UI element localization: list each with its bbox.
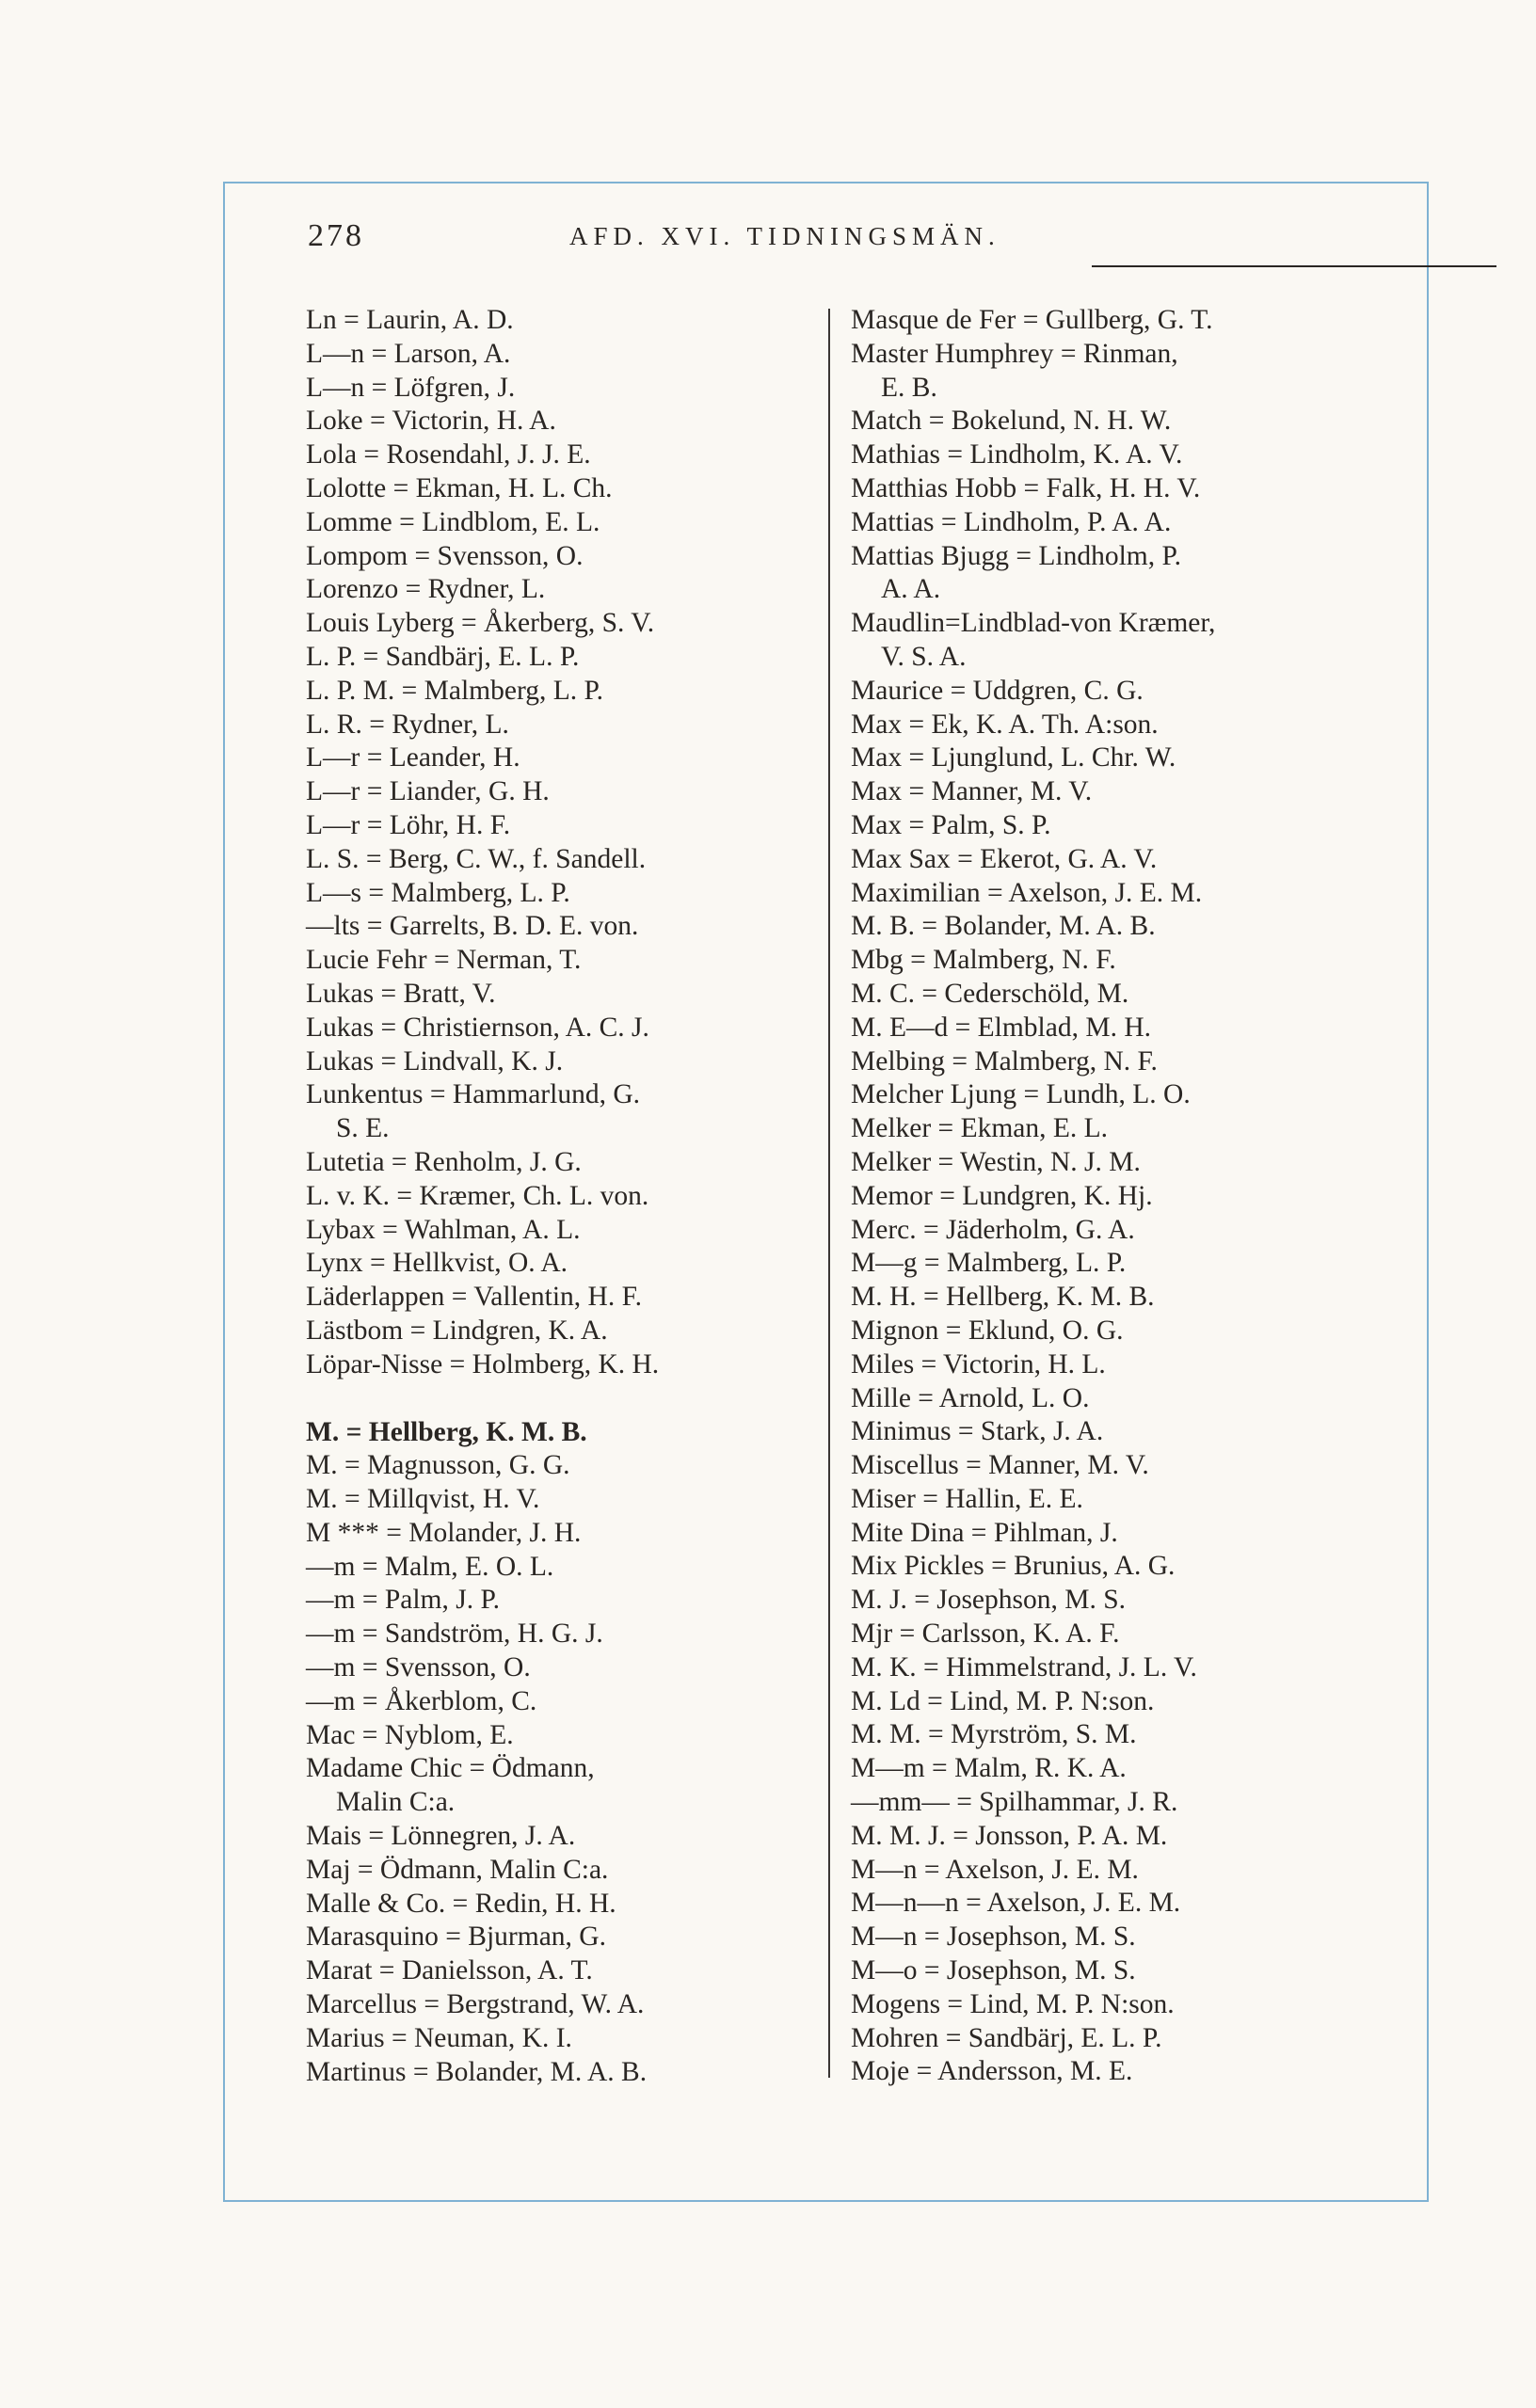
- entry: —m = Åkerblom, C.: [306, 1685, 537, 1716]
- entry: Malle & Co. = Redin, H. H.: [306, 1888, 616, 1919]
- entry: Lästbom = Lindgren, K. A.: [306, 1315, 608, 1346]
- entry: Max = Palm, S. P.: [851, 809, 1051, 840]
- entry: Lolotte = Ekman, H. L. Ch.: [306, 472, 613, 503]
- entry: Moje = Andersson, M. E.: [851, 2056, 1133, 2087]
- entry: Lunkentus = Hammarlund, G.: [306, 1079, 641, 1110]
- entry: Maudlin=Lindblad-von Kræmer,: [851, 608, 1216, 639]
- entry: M. = Magnusson, G. G.: [306, 1450, 570, 1481]
- section-gap: [306, 1382, 814, 1416]
- entry: —lts = Garrelts, B. D. E. von.: [306, 911, 639, 942]
- entry: M. = Hellberg, K. M. B.: [306, 1416, 587, 1447]
- entry: L—n = Löfgren, J.: [306, 372, 516, 403]
- entry: M—n—n = Axelson, J. E. M.: [851, 1888, 1181, 1919]
- entry: M—n = Josephson, M. S.: [851, 1922, 1136, 1953]
- entry: —m = Malm, E. O. L.: [306, 1551, 554, 1582]
- right-column: [851, 304, 1378, 2089]
- entry: M. Ld = Lind, M. P. N:son.: [851, 1685, 1155, 1716]
- entry: Lybax = Wahlman, A. L.: [306, 1214, 581, 1245]
- entry: Lucie Fehr = Nerman, T.: [306, 945, 582, 976]
- entry: Melker = Ekman, E. L.: [851, 1113, 1109, 1144]
- entry: L—n = Larson, A.: [306, 338, 511, 369]
- entry: —m = Palm, J. P.: [306, 1585, 500, 1616]
- entry: M. M. J. = Jonsson, P. A. M.: [851, 1820, 1168, 1851]
- entry: L—s = Malmberg, L. P.: [306, 877, 570, 908]
- entry: L—r = Liander, G. H.: [306, 776, 550, 807]
- entry: Löpar-Nisse = Holmberg, K. H.: [306, 1348, 660, 1379]
- entry: Merc. = Jäderholm, G. A.: [851, 1214, 1135, 1245]
- entry: M—g = Malmberg, L. P.: [851, 1248, 1127, 1279]
- entry: L. R. = Rydner, L.: [306, 709, 509, 740]
- entry: Maj = Ödmann, Malin C:a.: [306, 1854, 609, 1885]
- entry: M—n = Axelson, J. E. M.: [851, 1854, 1139, 1885]
- entry: Mignon = Eklund, O. G.: [851, 1315, 1124, 1346]
- entry: Miser = Hallin, E. E.: [851, 1483, 1083, 1514]
- entry: M. M. = Myrström, S. M.: [851, 1719, 1137, 1750]
- entry: Lola = Rosendahl, J. J. E.: [306, 439, 591, 470]
- entry: Matthias Hobb = Falk, H. H. V.: [851, 472, 1201, 503]
- entry: Match = Bokelund, N. H. W.: [851, 406, 1172, 437]
- entry: L. v. K. = Kræmer, Ch. L. von.: [306, 1180, 649, 1211]
- entry: Martinus = Bolander, M. A. B.: [306, 2056, 648, 2087]
- entry: L. P. M. = Malmberg, L. P.: [306, 675, 604, 706]
- entry: —m = Sandström, H. G. J.: [306, 1619, 603, 1650]
- entry: Mogens = Lind, M. P. N:son.: [851, 1988, 1175, 2019]
- entry: Mix Pickles = Brunius, A. G.: [851, 1551, 1176, 1582]
- entry-continuation: Malin C:a.: [336, 1787, 456, 1818]
- entry: Mais = Lönnegren, J. A.: [306, 1821, 576, 1852]
- entry: Max = Ljunglund, L. Chr. W.: [851, 742, 1176, 773]
- entry: Memor = Lundgren, K. Hj.: [851, 1180, 1153, 1211]
- entry: Marasquino = Bjurman, G.: [306, 1922, 606, 1953]
- entry: M—o = Josephson, M. S.: [851, 1955, 1136, 1986]
- entry: L—r = Löhr, H. F.: [306, 809, 511, 840]
- entry: M. C. = Cederschöld, M.: [851, 978, 1129, 1009]
- page-header: [308, 218, 1354, 269]
- entry-continuation: A. A.: [881, 574, 941, 605]
- entry: Ln = Laurin, A. D.: [306, 305, 514, 335]
- entry: L. P. = Sandbärj, E. L. P.: [306, 641, 580, 672]
- entry: Mathias = Lindholm, K. A. V.: [851, 439, 1183, 470]
- entry: Mattias = Lindholm, P. A. A.: [851, 506, 1172, 537]
- entry: Lompom = Svensson, O.: [306, 540, 584, 571]
- entry: Max = Ek, K. A. Th. A:son.: [851, 709, 1159, 740]
- entry: Marcellus = Bergstrand, W. A.: [306, 1989, 645, 2020]
- entry: Lukas = Christiernson, A. C. J.: [306, 1012, 649, 1043]
- entry: Mbg = Malmberg, N. F.: [851, 945, 1116, 976]
- entry: L—r = Leander, H.: [306, 742, 520, 773]
- entry: Marat = Danielsson, A. T.: [306, 1955, 593, 1986]
- entry: Maximilian = Axelson, J. E. M.: [851, 877, 1203, 908]
- entry: Lynx = Hellkvist, O. A.: [306, 1248, 568, 1279]
- entry-continuation: V. S. A.: [881, 641, 967, 672]
- entry: M. B. = Bolander, M. A. B.: [851, 911, 1156, 942]
- entry: Miles = Victorin, H. L.: [851, 1348, 1106, 1379]
- entry: Lukas = Lindvall, K. J.: [306, 1045, 564, 1076]
- column-divider: [828, 309, 830, 2078]
- running-title: AFD. XVI. TIDNINGSMÄN.: [569, 222, 1000, 250]
- entry: M. K. = Himmelstrand, J. L. V.: [851, 1651, 1197, 1682]
- entry: Mac = Nyblom, E.: [306, 1719, 514, 1750]
- entry: M—m = Malm, R. K. A.: [851, 1753, 1127, 1784]
- page-number: 278: [308, 218, 364, 253]
- entry: Melcher Ljung = Lundh, L. O.: [851, 1079, 1191, 1110]
- left-column: [306, 304, 814, 2089]
- entry: Marius = Neuman, K. I.: [306, 2022, 572, 2053]
- entry: Melbing = Malmberg, N. F.: [851, 1045, 1158, 1076]
- entry: Lutetia = Renholm, J. G.: [306, 1146, 582, 1177]
- entry: Melker = Westin, N. J. M.: [851, 1146, 1141, 1177]
- header-rule: [1092, 265, 1496, 267]
- entry: Max Sax = Ekerot, G. A. V.: [851, 843, 1158, 874]
- entry: M. = Millqvist, H. V.: [306, 1484, 540, 1515]
- entry: M. E—d = Elmblad, M. H.: [851, 1012, 1151, 1043]
- entry: Loke = Victorin, H. A.: [306, 406, 556, 437]
- entry-continuation: E. B.: [881, 372, 937, 403]
- entry: M *** = Molander, J. H.: [306, 1517, 582, 1548]
- entry: M. H. = Hellberg, K. M. B.: [851, 1282, 1155, 1313]
- entry: —mm— = Spilhammar, J. R.: [851, 1787, 1178, 1818]
- entry: Max = Manner, M. V.: [851, 776, 1093, 807]
- entry: Mille = Arnold, L. O.: [851, 1382, 1090, 1413]
- entry: Madame Chic = Ödmann,: [306, 1753, 595, 1784]
- entry: Mohren = Sandbärj, E. L. P.: [851, 2022, 1162, 2053]
- entry: L. S. = Berg, C. W., f. Sandell.: [306, 843, 647, 874]
- entry: Masque de Fer = Gullberg, G. T.: [851, 305, 1213, 335]
- entry: M. J. = Josephson, M. S.: [851, 1585, 1127, 1616]
- entry-continuation: S. E.: [336, 1113, 390, 1144]
- entry: Läderlappen = Vallentin, H. F.: [306, 1282, 642, 1313]
- entry: Master Humphrey = Rinman,: [851, 338, 1178, 369]
- entry: Minimus = Stark, J. A.: [851, 1416, 1104, 1447]
- entry: Mjr = Carlsson, K. A. F.: [851, 1619, 1120, 1650]
- entry: Louis Lyberg = Åkerberg, S. V.: [306, 608, 655, 639]
- entry: Maurice = Uddgren, C. G.: [851, 675, 1144, 706]
- entry: Mattias Bjugg = Lindholm, P.: [851, 540, 1181, 571]
- entry: Mite Dina = Pihlman, J.: [851, 1517, 1118, 1548]
- entry: Lorenzo = Rydner, L.: [306, 574, 546, 605]
- entry: Lomme = Lindblom, E. L.: [306, 506, 600, 537]
- entry: Lukas = Bratt, V.: [306, 978, 496, 1009]
- entry: —m = Svensson, O.: [306, 1652, 531, 1683]
- entry: Miscellus = Manner, M. V.: [851, 1450, 1149, 1481]
